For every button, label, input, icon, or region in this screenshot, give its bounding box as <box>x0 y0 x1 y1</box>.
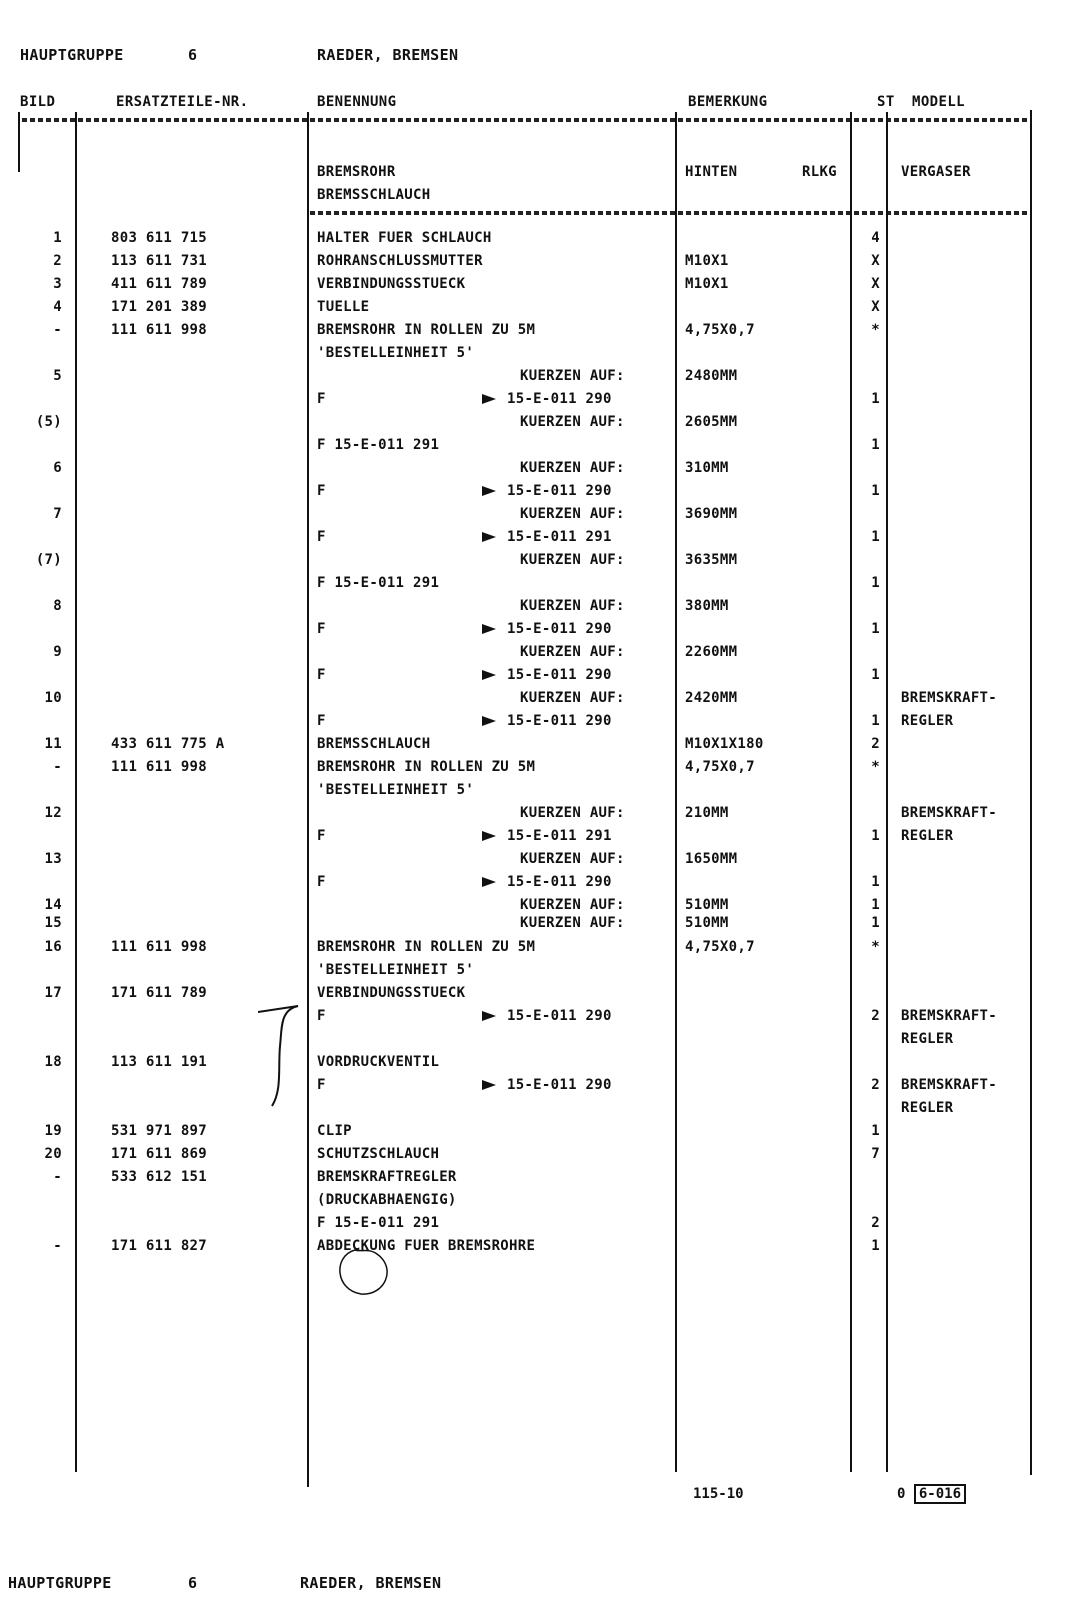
row-qty: 1 <box>871 1123 880 1139</box>
arrow-icon <box>482 624 496 634</box>
row-qty: 1 <box>871 915 880 931</box>
row-qty: 7 <box>871 1146 880 1162</box>
row-name: KUERZEN AUF: <box>520 552 625 568</box>
row-qty: X <box>871 299 880 315</box>
col-header-part-number: ERSATZTEILE-NR. <box>116 94 249 110</box>
row-remark: 2480MM <box>685 368 738 384</box>
arrow-icon <box>482 1080 496 1090</box>
col-header-name: BENENNUNG <box>317 94 397 110</box>
column-rule <box>886 112 888 1472</box>
row-name: F 15-E-011 291 <box>317 575 440 591</box>
group-label: HAUPTGRUPPE <box>20 46 124 64</box>
row-part-number: 171 611 827 <box>111 1238 208 1254</box>
row-remark: 4,75X0,7 <box>685 322 755 338</box>
row-name: BREMSROHR IN ROLLEN ZU 5M <box>317 759 536 775</box>
row-bild: 4 <box>53 299 62 315</box>
row-name: VORDRUCKVENTIL <box>317 1054 440 1070</box>
row-name: KUERZEN AUF: <box>520 414 625 430</box>
row-reference: 15-E-011 290 <box>507 483 612 499</box>
arrow-icon <box>482 831 496 841</box>
row-bild: 16 <box>44 939 62 955</box>
row-model: BREMSKRAFT- <box>901 690 998 706</box>
section-separator <box>310 211 1032 215</box>
row-qty: 1 <box>871 483 880 499</box>
row-reference: 15-E-011 290 <box>507 391 612 407</box>
row-qty: 1 <box>871 874 880 890</box>
row-model: BREMSKRAFT- <box>901 805 998 821</box>
row-bild: - <box>53 759 62 775</box>
sheet-number <box>897 1484 966 1504</box>
row-bild: 10 <box>44 690 62 706</box>
row-name: F <box>317 391 326 407</box>
row-name: F <box>317 621 326 637</box>
arrow-icon <box>482 532 496 542</box>
arrow-icon <box>482 486 496 496</box>
row-model: BREMSKRAFT- <box>901 1077 998 1093</box>
row-name: ROHRANSCHLUSSMUTTER <box>317 253 483 269</box>
bottom-group-title: RAEDER, BREMSEN <box>300 1574 442 1592</box>
row-qty: 1 <box>871 437 880 453</box>
row-name: ABDECKUNG FUER BREMSROHRE <box>317 1238 536 1254</box>
row-reference: 15-E-011 290 <box>507 874 612 890</box>
row-qty: X <box>871 253 880 269</box>
row-name: SCHUTZSCHLAUCH <box>317 1146 440 1162</box>
sheet-prefix: 0 <box>897 1486 906 1502</box>
row-name: KUERZEN AUF: <box>520 644 625 660</box>
row-name: BREMSKRAFTREGLER <box>317 1169 457 1185</box>
row-qty: 1 <box>871 529 880 545</box>
row-bild: 18 <box>44 1054 62 1070</box>
row-bild: 19 <box>44 1123 62 1139</box>
row-qty: 1 <box>871 621 880 637</box>
column-rule <box>850 112 852 1472</box>
row-remark: M10X1 <box>685 276 729 292</box>
row-name: HALTER FUER SCHLAUCH <box>317 230 492 246</box>
row-qty: 1 <box>871 1238 880 1254</box>
row-bild: 17 <box>44 985 62 1001</box>
row-remark: 3690MM <box>685 506 738 522</box>
row-part-number: 111 611 998 <box>111 759 208 775</box>
row-name: KUERZEN AUF: <box>520 897 625 913</box>
row-qty: X <box>871 276 880 292</box>
handwritten-loop <box>325 1238 405 1308</box>
row-model: REGLER <box>901 713 954 729</box>
row-name: KUERZEN AUF: <box>520 690 625 706</box>
row-bild: 1 <box>53 230 62 246</box>
row-name: VERBINDUNGSSTUECK <box>317 276 466 292</box>
row-name: (DRUCKABHAENGIG) <box>317 1192 457 1208</box>
row-part-number: 113 611 191 <box>111 1054 208 1070</box>
row-part-number: 113 611 731 <box>111 253 208 269</box>
row-name: F <box>317 1077 326 1093</box>
row-name: TUELLE <box>317 299 370 315</box>
row-bild: - <box>53 1238 62 1254</box>
row-name: 'BESTELLEINHEIT 5' <box>317 782 475 798</box>
row-bild: 12 <box>44 805 62 821</box>
row-name: KUERZEN AUF: <box>520 506 625 522</box>
section-name-2: BREMSSCHLAUCH <box>317 187 431 203</box>
col-header-qty: ST <box>877 94 895 110</box>
page-reference: 115-10 <box>693 1486 744 1502</box>
row-qty: 2 <box>871 1215 880 1231</box>
row-name: F 15-E-011 291 <box>317 1215 440 1231</box>
row-qty: 1 <box>871 575 880 591</box>
row-part-number: 803 611 715 <box>111 230 208 246</box>
row-part-number: 433 611 775 A <box>111 736 225 752</box>
row-bild: 15 <box>44 915 62 931</box>
column-rule <box>675 112 677 1472</box>
row-name: BREMSROHR IN ROLLEN ZU 5M <box>317 939 536 955</box>
row-qty: 2 <box>871 736 880 752</box>
row-name: KUERZEN AUF: <box>520 460 625 476</box>
row-part-number: 171 201 389 <box>111 299 208 315</box>
row-name: BREMSROHR IN ROLLEN ZU 5M <box>317 322 536 338</box>
row-bild: (5) <box>35 414 62 430</box>
row-remark: 510MM <box>685 897 729 913</box>
row-qty: * <box>871 322 880 338</box>
row-qty: * <box>871 759 880 775</box>
row-part-number: 171 611 789 <box>111 985 208 1001</box>
row-bild: 20 <box>44 1146 62 1162</box>
row-reference: 15-E-011 290 <box>507 1077 612 1093</box>
section-remark-2: RLKG <box>802 164 837 180</box>
row-model: REGLER <box>901 828 954 844</box>
row-name: F <box>317 828 326 844</box>
col-header-remark: BEMERKUNG <box>688 94 768 110</box>
row-qty: 2 <box>871 1008 880 1024</box>
row-part-number: 531 971 897 <box>111 1123 208 1139</box>
row-name: F 15-E-011 291 <box>317 437 440 453</box>
row-bild: 6 <box>53 460 62 476</box>
row-remark: M10X1 <box>685 253 729 269</box>
row-part-number: 111 611 998 <box>111 322 208 338</box>
row-remark: 4,75X0,7 <box>685 939 755 955</box>
row-name: KUERZEN AUF: <box>520 368 625 384</box>
row-bild: 2 <box>53 253 62 269</box>
row-bild: 5 <box>53 368 62 384</box>
column-rule <box>1030 110 1032 1475</box>
row-reference: 15-E-011 290 <box>507 713 612 729</box>
row-reference: 15-E-011 291 <box>507 529 612 545</box>
row-qty: 1 <box>871 713 880 729</box>
row-reference: 15-E-011 290 <box>507 1008 612 1024</box>
row-qty: 1 <box>871 897 880 913</box>
row-remark: 510MM <box>685 915 729 931</box>
row-bild: 13 <box>44 851 62 867</box>
row-model: REGLER <box>901 1100 954 1116</box>
row-bild: - <box>53 322 62 338</box>
sheet-number-box: 6-016 <box>914 1484 966 1504</box>
col-header-model: MODELL <box>912 94 965 110</box>
row-name: KUERZEN AUF: <box>520 851 625 867</box>
row-model: REGLER <box>901 1031 954 1047</box>
row-name: F <box>317 483 326 499</box>
header-separator <box>22 118 1032 122</box>
row-reference: 15-E-011 291 <box>507 828 612 844</box>
group-number: 6 <box>188 46 198 64</box>
row-remark: M10X1X180 <box>685 736 764 752</box>
row-bild: 11 <box>44 736 62 752</box>
row-qty: 4 <box>871 230 880 246</box>
row-remark: 2420MM <box>685 690 738 706</box>
section-remark: HINTEN <box>685 164 738 180</box>
row-qty: 1 <box>871 828 880 844</box>
arrow-icon <box>482 877 496 887</box>
row-bild: 7 <box>53 506 62 522</box>
row-remark: 380MM <box>685 598 729 614</box>
row-qty: * <box>871 939 880 955</box>
row-remark: 2605MM <box>685 414 738 430</box>
group-title: RAEDER, BREMSEN <box>317 46 459 64</box>
row-remark: 310MM <box>685 460 729 476</box>
bottom-group-number: 6 <box>188 1574 198 1592</box>
row-reference: 15-E-011 290 <box>507 621 612 637</box>
row-qty: 1 <box>871 667 880 683</box>
row-part-number: 111 611 998 <box>111 939 208 955</box>
row-name: F <box>317 529 326 545</box>
row-name: F <box>317 713 326 729</box>
row-remark: 1650MM <box>685 851 738 867</box>
column-rule <box>307 112 309 1487</box>
row-name: KUERZEN AUF: <box>520 805 625 821</box>
row-name: KUERZEN AUF: <box>520 915 625 931</box>
row-model: BREMSKRAFT- <box>901 1008 998 1024</box>
row-name: BREMSSCHLAUCH <box>317 736 431 752</box>
row-remark: 4,75X0,7 <box>685 759 755 775</box>
row-bild: 8 <box>53 598 62 614</box>
col-header-bild: BILD <box>20 94 56 110</box>
handwritten-bracket <box>258 998 318 1118</box>
row-bild: - <box>53 1169 62 1185</box>
row-part-number: 411 611 789 <box>111 276 208 292</box>
row-name: CLIP <box>317 1123 352 1139</box>
arrow-icon <box>482 1011 496 1021</box>
section-name-1: BREMSROHR <box>317 164 396 180</box>
row-bild: 14 <box>44 897 62 913</box>
row-remark: 210MM <box>685 805 729 821</box>
row-bild: (7) <box>35 552 62 568</box>
row-name: F <box>317 874 326 890</box>
row-name: F <box>317 667 326 683</box>
row-name: KUERZEN AUF: <box>520 598 625 614</box>
column-rule <box>75 112 77 1472</box>
row-remark: 2260MM <box>685 644 738 660</box>
row-remark: 3635MM <box>685 552 738 568</box>
row-qty: 2 <box>871 1077 880 1093</box>
row-name: F <box>317 1008 326 1024</box>
arrow-icon <box>482 394 496 404</box>
row-reference: 15-E-011 290 <box>507 667 612 683</box>
row-name: 'BESTELLEINHEIT 5' <box>317 345 475 361</box>
row-part-number: 171 611 869 <box>111 1146 208 1162</box>
row-qty: 1 <box>871 391 880 407</box>
arrow-icon <box>482 670 496 680</box>
row-name: VERBINDUNGSSTUECK <box>317 985 466 1001</box>
row-name: 'BESTELLEINHEIT 5' <box>317 962 475 978</box>
arrow-icon <box>482 716 496 726</box>
row-bild: 3 <box>53 276 62 292</box>
row-bild: 9 <box>53 644 62 660</box>
column-rule <box>18 112 20 172</box>
bottom-group-label: HAUPTGRUPPE <box>8 1574 112 1592</box>
section-model: VERGASER <box>901 164 971 180</box>
row-part-number: 533 612 151 <box>111 1169 208 1185</box>
